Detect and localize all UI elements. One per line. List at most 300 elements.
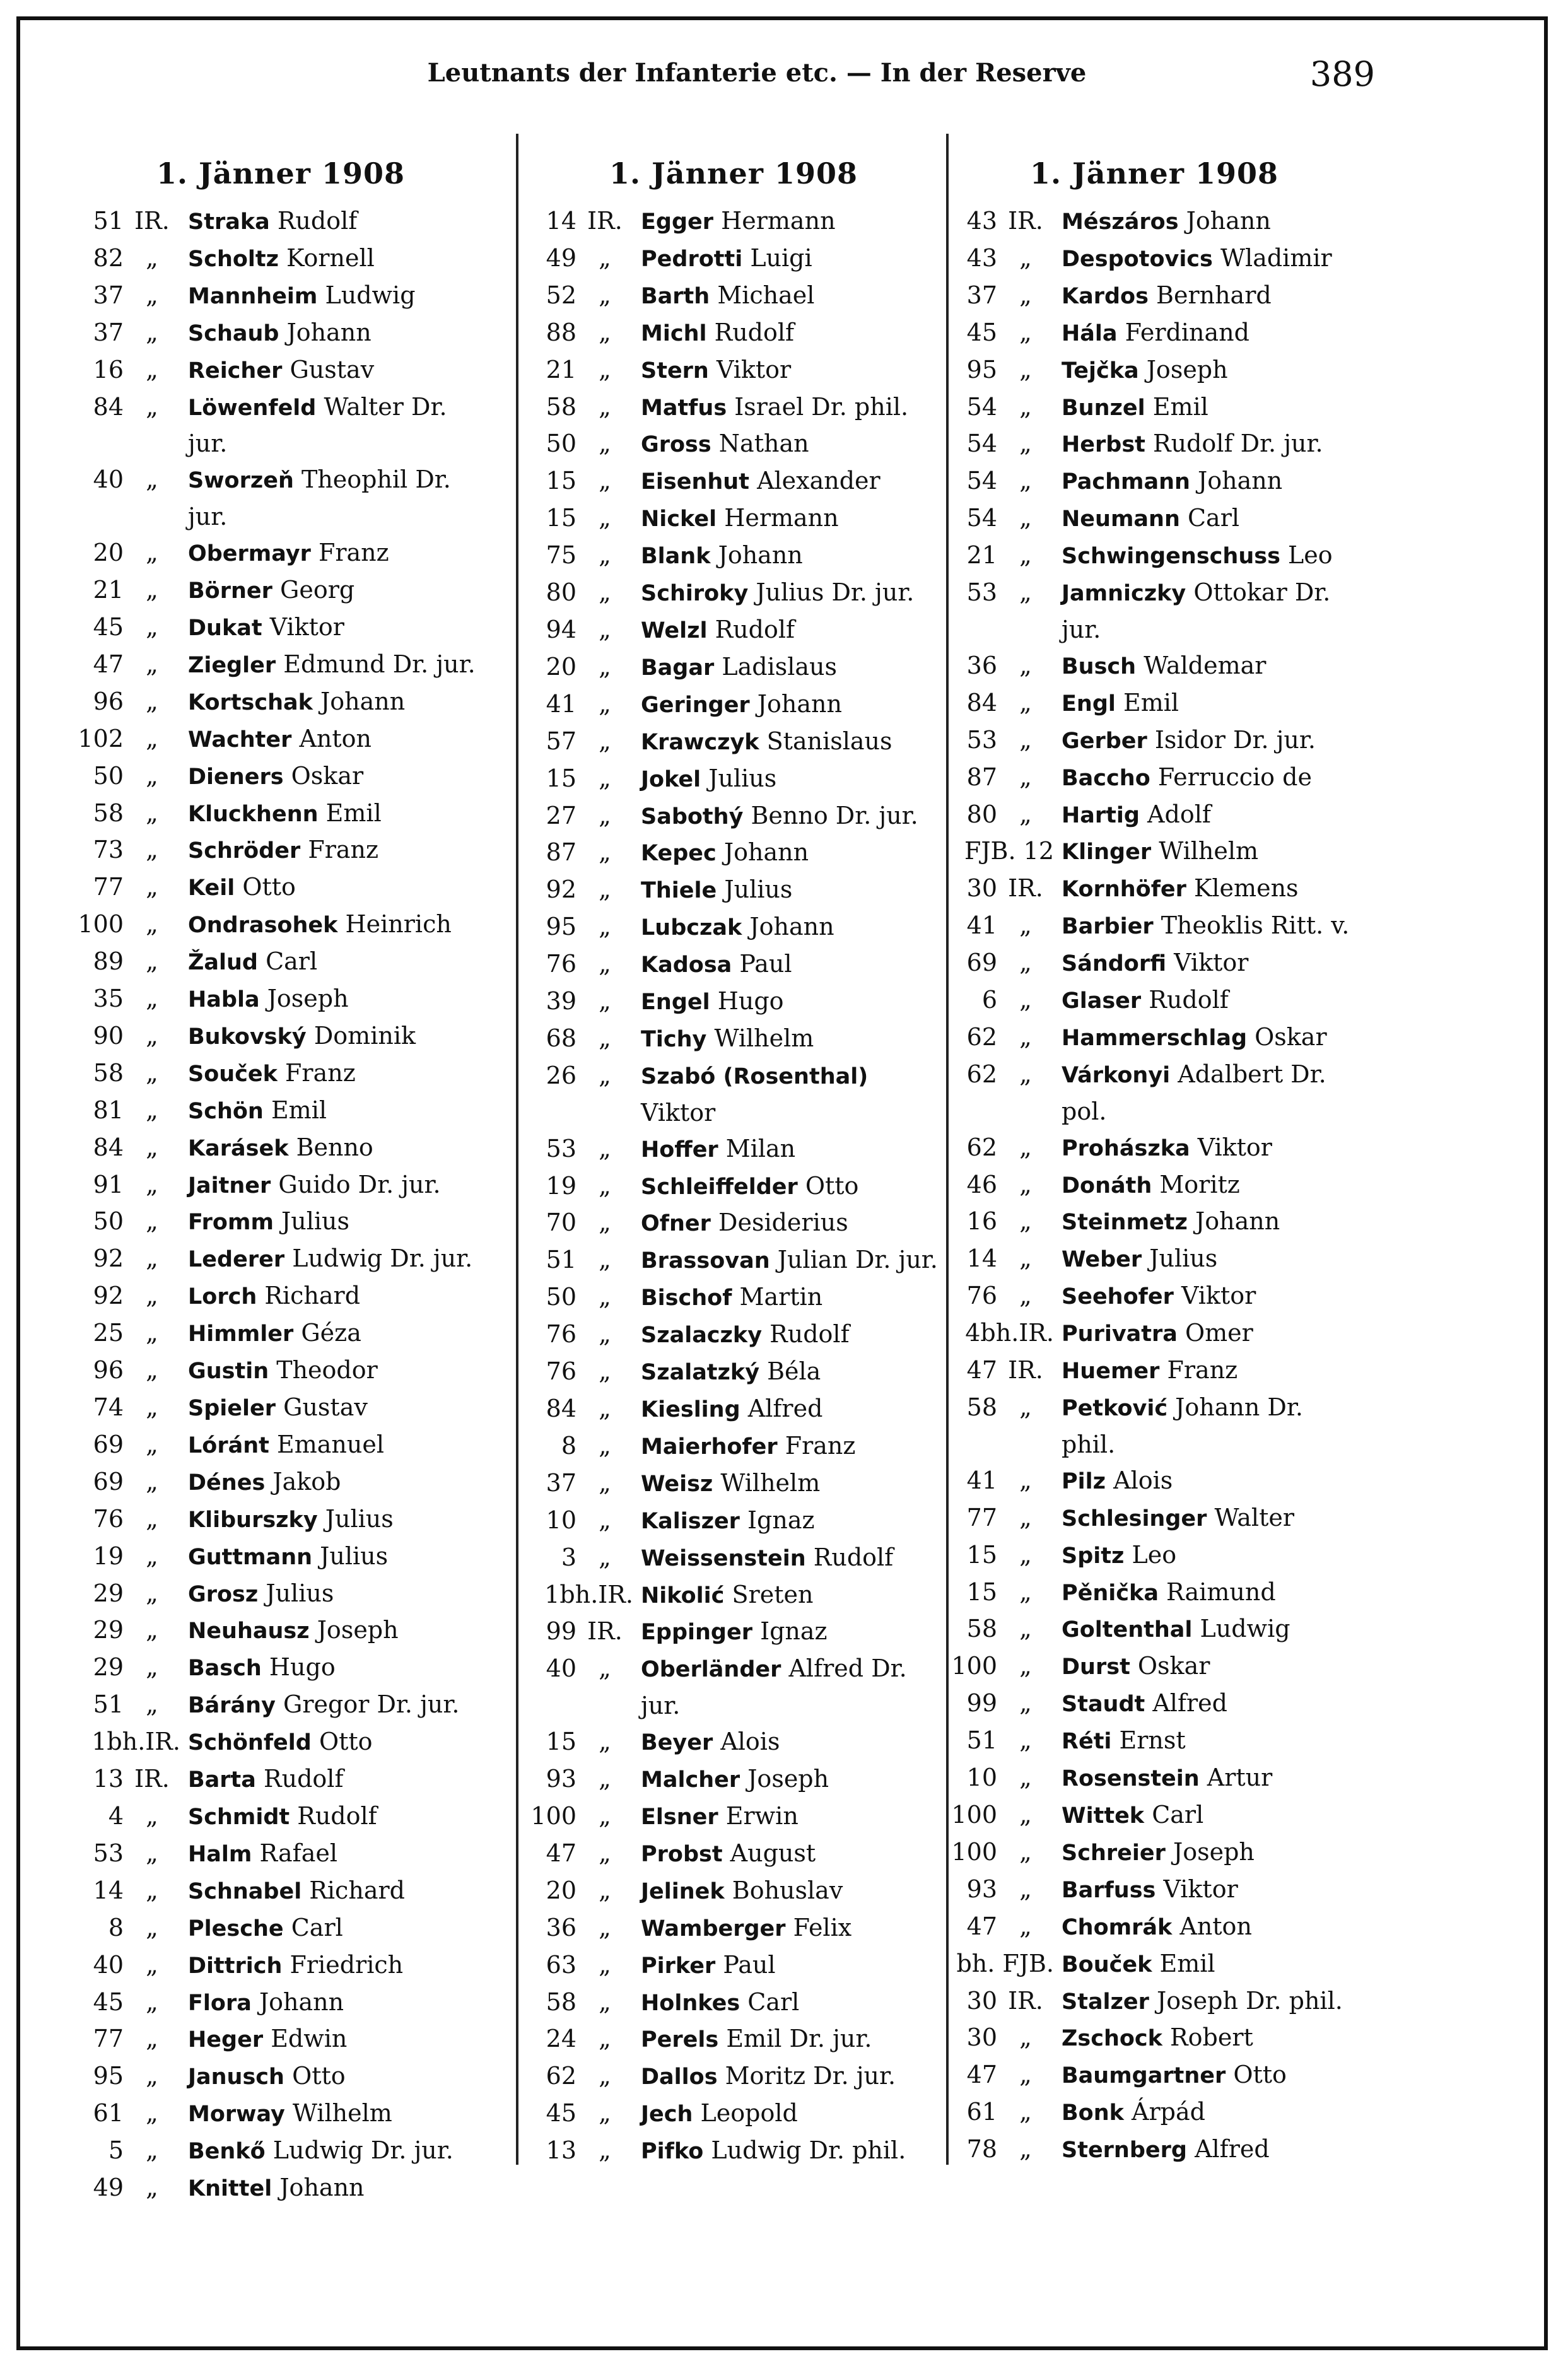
unit-abbrev: „ bbox=[1019, 1652, 1032, 1680]
surname: Despotovics bbox=[1062, 246, 1213, 272]
officer-name bbox=[180, 906, 486, 944]
surname: Eisenhut bbox=[641, 469, 749, 495]
given-name: Ludwig Dr. phil. bbox=[711, 2136, 906, 2165]
given-name: Waldemar bbox=[1144, 651, 1267, 679]
officer-name bbox=[180, 1501, 486, 1538]
regiment-number: 10 bbox=[966, 1764, 997, 1792]
unit-abbrev: „ bbox=[599, 467, 611, 495]
roster-entry bbox=[949, 2094, 1359, 2131]
officer-name bbox=[1054, 1611, 1359, 1648]
regiment-number: 14 bbox=[966, 1244, 997, 1273]
regiment-number: 30 bbox=[966, 1986, 997, 2015]
unit-abbrev: IR. bbox=[587, 1617, 623, 1646]
unit-abbrev: „ bbox=[1019, 1466, 1032, 1494]
regiment-number: 43 bbox=[966, 207, 997, 235]
surname: Guttmann bbox=[188, 1544, 313, 1570]
surname: Weisz bbox=[641, 1471, 713, 1497]
surname: Kaliszer bbox=[641, 1508, 740, 1534]
regiment-number: 88 bbox=[546, 318, 576, 346]
given-name: Alfred bbox=[1195, 2135, 1270, 2163]
given-name: Julius bbox=[325, 1504, 394, 1533]
column-divider bbox=[946, 134, 949, 2165]
given-name: Viktor bbox=[641, 1098, 716, 1127]
roster-entry bbox=[76, 1464, 486, 1501]
surname: Keil bbox=[188, 875, 235, 901]
regiment-number: 76 bbox=[546, 1320, 576, 1349]
officer-name bbox=[180, 795, 486, 833]
roster-entry bbox=[949, 426, 1359, 463]
surname: Mannheim bbox=[188, 283, 318, 309]
surname: Karásek bbox=[188, 1135, 289, 1161]
regiment-number: 77 bbox=[93, 873, 124, 901]
unit-abbrev: „ bbox=[599, 652, 611, 681]
regiment-number: 47 bbox=[966, 1356, 997, 1385]
surname: Pilz bbox=[1062, 1468, 1106, 1494]
officer-name bbox=[633, 1577, 939, 1614]
regiment-number: 51 bbox=[93, 1690, 124, 1719]
roster-entry bbox=[76, 1649, 486, 1687]
regiment-number: 53 bbox=[966, 725, 997, 754]
regiment-number: 100 bbox=[951, 1652, 997, 1680]
surname: Barta bbox=[188, 1767, 256, 1793]
officer-name bbox=[180, 758, 486, 795]
given-name: Emil bbox=[1123, 688, 1179, 717]
given-name: Edwin bbox=[271, 2025, 348, 2053]
surname: Várkonyi bbox=[1062, 1062, 1171, 1088]
roster-entry bbox=[76, 944, 486, 981]
regiment-number: 54 bbox=[966, 504, 997, 532]
unit-abbrev: „ bbox=[1019, 281, 1032, 309]
unit-abbrev: „ bbox=[1019, 1578, 1032, 1606]
roster-entry bbox=[529, 315, 939, 352]
roster-entry bbox=[949, 352, 1359, 389]
given-name: Ernst bbox=[1119, 1726, 1186, 1755]
given-name: Franz bbox=[785, 1431, 856, 1460]
given-name: Ferruccio de bbox=[1157, 763, 1312, 791]
given-name: Franz bbox=[285, 1058, 356, 1087]
regiment-number: 50 bbox=[93, 761, 124, 790]
officer-name bbox=[1054, 278, 1359, 315]
surname: Stalzer bbox=[1062, 1989, 1149, 2015]
officer-name bbox=[633, 463, 939, 500]
officer-name bbox=[633, 1428, 939, 1465]
unit-abbrev: „ bbox=[599, 1988, 611, 2016]
surname: Kadosa bbox=[641, 952, 732, 978]
unit-abbrev: „ bbox=[599, 1728, 611, 1756]
unit-abbrev: „ bbox=[599, 1134, 611, 1162]
surname: Gerber bbox=[1062, 728, 1147, 754]
given-name: Ludwig bbox=[1200, 1615, 1290, 1643]
surname: Flora bbox=[188, 1990, 252, 2016]
given-name: Franz bbox=[308, 836, 379, 864]
officer-name bbox=[633, 575, 939, 612]
unit-abbrev: „ bbox=[146, 2136, 158, 2165]
roster-entries bbox=[76, 203, 486, 2207]
unit-abbrev: „ bbox=[1019, 763, 1032, 791]
regiment-number: 5 bbox=[108, 2136, 124, 2165]
given-name: Carl bbox=[291, 1913, 343, 1941]
surname: Barth bbox=[641, 283, 710, 309]
unit-abbrev: „ bbox=[599, 1765, 611, 1793]
officer-name bbox=[1054, 537, 1359, 575]
regiment-number: 50 bbox=[93, 1207, 124, 1236]
surname: Dénes bbox=[188, 1470, 266, 1496]
officer-name bbox=[633, 389, 939, 426]
roster-entry bbox=[76, 1315, 486, 1352]
roster-entry bbox=[76, 1352, 486, 1390]
given-name: Georg bbox=[280, 576, 355, 604]
regiment-number: 81 bbox=[93, 1096, 124, 1124]
roster-entry bbox=[529, 1465, 939, 1502]
surname: Herbst bbox=[1062, 432, 1145, 458]
surname: Schleiffelder bbox=[641, 1174, 798, 1200]
given-name: Gustav bbox=[283, 1393, 368, 1421]
regiment-number: 37 bbox=[546, 1468, 576, 1497]
surname: Dittrich bbox=[188, 1953, 283, 1979]
regiment-number: 36 bbox=[546, 1913, 576, 1941]
roster-entry bbox=[76, 1947, 486, 1984]
roster-entry bbox=[529, 798, 939, 835]
officer-name bbox=[1054, 2131, 1359, 2169]
unit-abbrev: „ bbox=[599, 318, 611, 346]
officer-name bbox=[633, 798, 939, 835]
surname: Kliburszky bbox=[188, 1507, 318, 1533]
given-name: Isidor Dr. jur. bbox=[1154, 725, 1316, 754]
roster-entry bbox=[529, 1242, 939, 1279]
roster-entry bbox=[949, 1574, 1359, 1612]
regiment-number: 73 bbox=[93, 836, 124, 864]
roster-entry bbox=[76, 1390, 486, 1427]
unit-abbrev: „ bbox=[599, 1246, 611, 1274]
surname: Kortschak bbox=[188, 689, 313, 715]
officer-name bbox=[633, 612, 939, 649]
roster-entry bbox=[949, 685, 1359, 722]
roster-entry bbox=[529, 2133, 939, 2170]
given-name: Friedrich bbox=[290, 1950, 404, 1979]
officer-name bbox=[633, 1502, 939, 1540]
surname: Wachter bbox=[188, 727, 292, 752]
given-name: Ludwig Dr. jur. bbox=[272, 2136, 453, 2165]
unit-abbrev: „ bbox=[146, 910, 158, 939]
surname: Hartig bbox=[1062, 802, 1140, 828]
regiment-number: 100 bbox=[530, 1801, 576, 1830]
regiment-number: 47 bbox=[93, 650, 124, 678]
given-name: Leo bbox=[1288, 541, 1333, 570]
officer-name bbox=[180, 1427, 486, 1464]
given-name: Joseph bbox=[747, 1765, 829, 1793]
regiment-number: 80 bbox=[966, 800, 997, 828]
surname: Bunzel bbox=[1062, 395, 1145, 421]
roster-entry bbox=[949, 2131, 1359, 2169]
unit-abbrev: „ bbox=[146, 985, 158, 1013]
officer-name bbox=[633, 1242, 939, 1279]
unit-abbrev: „ bbox=[1019, 430, 1032, 458]
regiment-number: 14 bbox=[546, 207, 576, 235]
given-name: Hermann bbox=[724, 504, 839, 532]
given-name: Nathan bbox=[718, 430, 809, 458]
officer-name bbox=[1054, 648, 1359, 685]
unit-abbrev: „ bbox=[146, 1096, 158, 1124]
unit-abbrev: „ bbox=[599, 764, 611, 792]
surname: Baccho bbox=[1062, 765, 1150, 791]
officer-name bbox=[180, 1018, 486, 1055]
given-name: Dominik bbox=[313, 1021, 416, 1050]
unit-abbrev: „ bbox=[1019, 1764, 1032, 1792]
surname: Szabó (Rosenthal) bbox=[641, 1063, 869, 1089]
unit-abbrev: „ bbox=[599, 1357, 611, 1386]
roster-entry bbox=[949, 870, 1359, 908]
regiment-number: 35 bbox=[93, 985, 124, 1013]
officer-name bbox=[633, 500, 939, 537]
officer-name bbox=[1054, 463, 1359, 500]
roster-entry bbox=[76, 1167, 486, 1204]
given-name: Paul bbox=[739, 950, 792, 978]
officer-name bbox=[1054, 797, 1359, 834]
regiment-number: 100 bbox=[951, 1837, 997, 1866]
given-name: Israel Dr. phil. bbox=[734, 392, 909, 421]
unit-abbrev: „ bbox=[599, 838, 611, 867]
regiment-number: 51 bbox=[546, 1246, 576, 1274]
roster-entry bbox=[949, 982, 1359, 1019]
regiment-number: 45 bbox=[966, 318, 997, 346]
surname: Thiele bbox=[641, 878, 717, 904]
given-name: Johann bbox=[1186, 207, 1271, 235]
regiment-number: 63 bbox=[546, 1950, 576, 1979]
roster-entry bbox=[949, 1760, 1359, 1797]
unit-abbrev: „ bbox=[599, 1913, 611, 1941]
roster-entry bbox=[529, 761, 939, 798]
surname: Nickel bbox=[641, 506, 717, 532]
given-name: Bernhard bbox=[1156, 281, 1272, 309]
roster-entry bbox=[949, 278, 1359, 315]
surname: Baumgartner bbox=[1062, 2063, 1226, 2089]
officer-name bbox=[180, 1167, 486, 1204]
surname: Straka bbox=[188, 209, 270, 235]
regiment-number: 53 bbox=[546, 1134, 576, 1162]
roster-entry bbox=[529, 463, 939, 500]
roster-entry bbox=[949, 1390, 1359, 1463]
surname: Lubczak bbox=[641, 915, 742, 941]
regiment-number: 89 bbox=[93, 947, 124, 976]
regiment-number: 45 bbox=[93, 1988, 124, 2016]
given-name: Guido Dr. jur. bbox=[278, 1170, 441, 1198]
officer-name bbox=[1054, 1019, 1359, 1057]
regiment-number: 20 bbox=[546, 1876, 576, 1904]
regiment-number: 40 bbox=[93, 1950, 124, 1979]
given-name: Benno bbox=[296, 1133, 373, 1161]
regiment-number: FJB. 12 bbox=[964, 837, 1054, 865]
officer-name bbox=[180, 1761, 486, 1798]
roster-entry bbox=[529, 1984, 939, 2022]
roster-entry bbox=[949, 1871, 1359, 1909]
roster-column-3 bbox=[949, 156, 1359, 2169]
roster-entry bbox=[949, 1241, 1359, 1278]
officer-name bbox=[633, 537, 939, 575]
surname: Halm bbox=[188, 1841, 252, 1867]
surname: Lorch bbox=[188, 1284, 257, 1310]
regiment-number: 21 bbox=[966, 541, 997, 570]
roster-entry bbox=[529, 649, 939, 686]
given-name: Moritz Dr. jur. bbox=[725, 2062, 896, 2090]
given-name: Viktor bbox=[1174, 949, 1249, 977]
officer-name bbox=[633, 1873, 939, 1910]
given-name: Bohuslav bbox=[732, 1876, 843, 1904]
regiment-number: 3 bbox=[561, 1543, 576, 1571]
regiment-number: 78 bbox=[966, 2135, 997, 2163]
officer-name bbox=[180, 2133, 486, 2170]
given-name: Luigi bbox=[750, 243, 812, 272]
unit-abbrev: „ bbox=[146, 724, 158, 752]
regiment-number: 58 bbox=[966, 1615, 997, 1643]
unit-abbrev: „ bbox=[1019, 1503, 1032, 1531]
surname: Petković bbox=[1062, 1396, 1168, 1421]
unit-abbrev: „ bbox=[1019, 651, 1032, 679]
given-name: Johann bbox=[749, 913, 834, 941]
given-name: Desiderius bbox=[718, 1209, 848, 1237]
unit-abbrev: „ bbox=[146, 2099, 158, 2128]
given-name: Martin bbox=[739, 1283, 823, 1311]
officer-name bbox=[633, 1798, 939, 1835]
given-name: Jakob bbox=[272, 1467, 341, 1496]
unit-abbrev: „ bbox=[599, 281, 611, 309]
roster-entry bbox=[76, 609, 486, 647]
given-name: Rudolf bbox=[297, 1801, 377, 1830]
surname: Pifko bbox=[641, 2139, 704, 2165]
unit-abbrev: „ bbox=[599, 2099, 611, 2128]
given-name: Ludwig bbox=[325, 281, 416, 309]
given-name: Rudolf Dr. jur. bbox=[1153, 430, 1323, 458]
regiment-number: 47 bbox=[966, 2061, 997, 2089]
given-name: Oskar bbox=[291, 761, 364, 790]
roster-entry bbox=[76, 1018, 486, 1055]
officer-name bbox=[180, 2058, 486, 2095]
given-name: Theoklis Ritt. v. bbox=[1161, 911, 1350, 940]
surname: Matfus bbox=[641, 395, 727, 421]
surname: Schmidt bbox=[188, 1804, 290, 1830]
roster-entry bbox=[529, 1873, 939, 1910]
roster-entry bbox=[76, 1203, 486, 1241]
given-name: Walter Dr. jur. bbox=[188, 392, 447, 458]
surname: Ziegler bbox=[188, 652, 276, 678]
surname: Engel bbox=[641, 990, 710, 1016]
roster-entry bbox=[949, 240, 1359, 278]
roster-entry bbox=[529, 203, 939, 240]
given-name: Rudolf bbox=[714, 318, 795, 346]
roster-entry bbox=[529, 575, 939, 612]
roster-entry bbox=[529, 1279, 939, 1316]
regiment-number: 95 bbox=[966, 355, 997, 383]
unit-abbrev: „ bbox=[599, 504, 611, 532]
unit-abbrev: „ bbox=[599, 578, 611, 607]
regiment-number: 26 bbox=[546, 1061, 576, 1089]
officer-name bbox=[180, 278, 486, 315]
surname: Spitz bbox=[1062, 1543, 1125, 1569]
given-name: Walter bbox=[1214, 1503, 1294, 1531]
surname: Goltenthal bbox=[1062, 1617, 1193, 1643]
unit-abbrev: „ bbox=[1019, 1540, 1032, 1569]
regiment-number: 1bh.IR. bbox=[544, 1580, 633, 1608]
given-name: Rudolf bbox=[769, 1320, 850, 1349]
given-name: Julius bbox=[724, 875, 793, 904]
unit-abbrev: „ bbox=[146, 612, 158, 641]
surname: Neuhausz bbox=[188, 1619, 310, 1644]
unit-abbrev: „ bbox=[146, 1133, 158, 1161]
given-name: Benno Dr. jur. bbox=[751, 801, 918, 829]
regiment-number: 61 bbox=[93, 2099, 124, 2128]
unit-abbrev: „ bbox=[599, 1395, 611, 1422]
unit-abbrev: „ bbox=[1019, 1726, 1032, 1755]
given-name: Carl bbox=[266, 947, 318, 976]
officer-name bbox=[1054, 1537, 1359, 1574]
officer-name bbox=[180, 1092, 486, 1130]
regiment-number: 76 bbox=[93, 1504, 124, 1533]
roster-entry bbox=[949, 463, 1359, 500]
surname: Schönfeld bbox=[188, 1730, 312, 1756]
officer-name bbox=[1054, 908, 1359, 945]
surname: Jaitner bbox=[188, 1173, 271, 1198]
given-name: Johann bbox=[718, 541, 803, 570]
roster-entry bbox=[529, 1577, 939, 1614]
given-name: Ignaz bbox=[760, 1617, 828, 1646]
roster-entry bbox=[76, 1910, 486, 1947]
unit-abbrev: „ bbox=[599, 950, 611, 978]
unit-abbrev: „ bbox=[1019, 318, 1032, 346]
roster-entry bbox=[76, 1724, 486, 1761]
given-name: Wilhelm bbox=[714, 1024, 814, 1052]
given-name: Wilhelm bbox=[1159, 837, 1259, 865]
given-name: Johann bbox=[259, 1988, 344, 2016]
officer-name bbox=[633, 352, 939, 389]
officer-name bbox=[633, 1984, 939, 2022]
surname: Habla bbox=[188, 987, 260, 1013]
officer-name bbox=[180, 1947, 486, 1984]
surname: Bagar bbox=[641, 655, 715, 681]
unit-abbrev: „ bbox=[1019, 2098, 1032, 2126]
given-name: Julius Dr. jur. bbox=[756, 578, 915, 607]
roster-entry bbox=[76, 1538, 486, 1576]
regiment-number: 15 bbox=[966, 1578, 997, 1606]
unit-abbrev: „ bbox=[1019, 467, 1032, 495]
regiment-number: 58 bbox=[93, 799, 124, 827]
officer-name bbox=[1054, 1463, 1359, 1500]
regiment-number: 87 bbox=[966, 763, 997, 791]
officer-name bbox=[1054, 1278, 1359, 1315]
regiment-number: 20 bbox=[546, 652, 576, 681]
officer-name bbox=[1054, 1500, 1359, 1537]
officer-name bbox=[633, 983, 939, 1021]
given-name: Artur bbox=[1207, 1764, 1273, 1792]
unit-abbrev: „ bbox=[146, 2025, 158, 2053]
regiment-number: 58 bbox=[93, 1058, 124, 1087]
roster-entry bbox=[949, 1685, 1359, 1723]
regiment-number: 15 bbox=[546, 467, 576, 495]
unit-abbrev: „ bbox=[1019, 1060, 1032, 1088]
roster-entry bbox=[529, 389, 939, 426]
surname: Kiesling bbox=[641, 1397, 740, 1422]
regiment-number: 91 bbox=[93, 1170, 124, 1198]
roster-entry bbox=[529, 2021, 939, 2058]
surname: Kluckhenn bbox=[188, 801, 319, 827]
roster-entry bbox=[529, 1502, 939, 1540]
given-name: Joseph bbox=[1173, 1837, 1255, 1866]
roster-entry bbox=[949, 1909, 1359, 1946]
regiment-number: 96 bbox=[93, 687, 124, 715]
officer-name bbox=[1054, 1352, 1359, 1390]
regiment-number: 99 bbox=[546, 1617, 576, 1646]
roster-entry bbox=[529, 240, 939, 278]
unit-abbrev: „ bbox=[146, 355, 158, 383]
given-name: Michael bbox=[717, 281, 815, 309]
